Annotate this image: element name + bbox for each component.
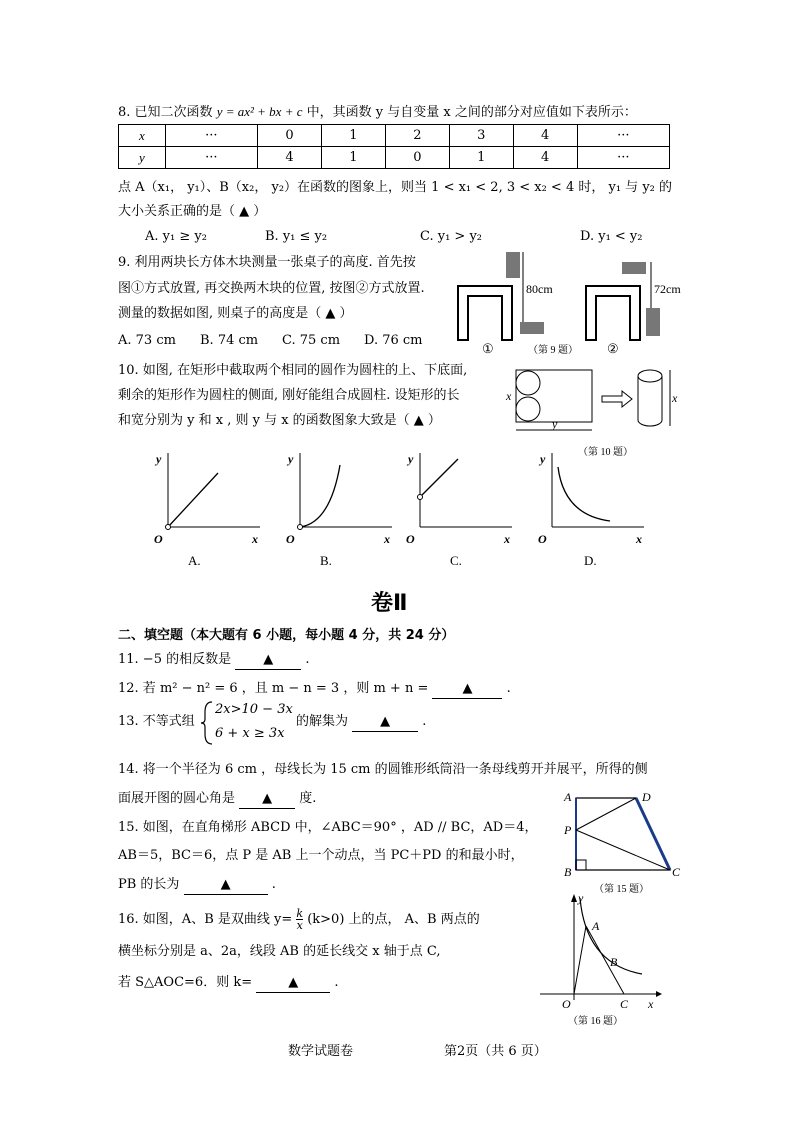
graph-d-label: D.: [584, 553, 597, 568]
q8-option-d: D. y₁ < y₂: [580, 229, 643, 244]
table-cell: 4: [513, 125, 577, 147]
q15-label-c: C: [672, 865, 681, 879]
q10-circle-top: [516, 371, 540, 395]
graph-d-x: x: [636, 532, 642, 546]
q10-line2: 剩余的矩形作为圆柱的侧面, 刚好能组合成圆柱. 设矩形的长: [118, 388, 460, 403]
table-cell: 2: [385, 125, 449, 147]
q15-label-a: A: [564, 790, 572, 804]
q10-line3: 和宽分别为 y 和 x , 则 y 与 x 的函数图象大致是（ ▲ ）: [118, 413, 441, 428]
q10-fig-x: x: [506, 389, 512, 403]
q14-line2: [118, 790, 316, 809]
q10-cylinder-top: [638, 370, 662, 382]
table-cell: ···: [165, 125, 257, 147]
q15-figure: [558, 788, 698, 898]
q13-brace: [200, 700, 214, 746]
graph-a-label: A.: [188, 553, 201, 568]
q8-value-table: [118, 124, 670, 169]
q15-segment-pc: [576, 830, 670, 870]
footer-left: 数学试题卷: [288, 1044, 354, 1059]
q15-line3b: .: [271, 877, 276, 892]
q9-block-top-2: [622, 262, 646, 274]
q16-line2: 横坐标分别是 a、2a，线段 AB 的延长线交 x 轴于点 C,: [118, 944, 441, 959]
q8-option-a: A. y₁ ≥ y₂: [145, 229, 207, 244]
graph-c: [406, 452, 512, 568]
table-row: [119, 125, 670, 147]
q12-answer-blank[interactable]: ▲: [432, 680, 502, 699]
q16-figure: [538, 890, 678, 1030]
table-cell: 1: [321, 125, 385, 147]
q16-label-y: y: [578, 891, 584, 905]
q9-table-2: [586, 286, 640, 340]
q15-caption: （第 15 题）: [594, 884, 649, 895]
q11: [118, 651, 310, 670]
q16-line1b: (k>0) 上的点， A、B 两点的: [307, 912, 480, 927]
q12: [118, 680, 511, 699]
graph-b-curve: [300, 465, 340, 527]
q16-line1a: 16. 如图，A、B 是双曲线 y=: [118, 912, 293, 927]
table-cell: x: [119, 125, 166, 147]
q13-text-b: 的解集为: [296, 714, 349, 729]
q15-right-angle: [576, 860, 586, 870]
q8-option-b: B. y₁ ≤ y₂: [265, 229, 328, 244]
q9-option-d: D. 76 cm: [364, 333, 423, 348]
graph-c-label: C.: [450, 553, 462, 568]
q16-y-arrow: [571, 894, 577, 902]
q13-tail: [296, 713, 426, 732]
q16-segment-oa: [574, 926, 586, 994]
q8-line2: 点 A（x₁， y₁）、B（x₂， y₂）在函数的图象上，则当 1 < x₁ < 2, 3 < x₂ < 4 时， y₁ 与 y₂ 的: [118, 180, 673, 195]
q12-text-b: .: [506, 681, 511, 696]
part2-title: 卷Ⅱ: [371, 591, 408, 616]
q13-text-c: .: [422, 714, 427, 729]
graph-c-open-dot: [418, 495, 423, 500]
q14-line2b: 度.: [299, 791, 317, 806]
q16-line3b: .: [334, 975, 339, 990]
q16-caption: （第 16 题）: [568, 1016, 623, 1027]
graph-b-y: y: [288, 452, 294, 466]
q9-line2: 图①方式放置, 再交换两木块的位置, 按图②方式放置.: [118, 281, 425, 296]
table-row: [119, 147, 670, 169]
graph-c-y: y: [408, 452, 414, 466]
q16-frac-num: k: [296, 907, 304, 920]
q15-label-b: B: [564, 865, 572, 879]
q9-option-b: B. 74 cm: [200, 333, 259, 348]
section2-heading: 二、填空题（本大题有 6 小题，每小题 4 分，共 24 分）: [118, 628, 455, 643]
q11-answer-blank[interactable]: ▲: [235, 651, 301, 670]
q16-x-arrow: [656, 991, 662, 997]
q13-ineq2: 6 + x ≥ 3x: [215, 726, 285, 741]
q14-line1: 14. 将一个半径为 6 cm ，母线长为 15 cm 的圆锥形纸筒沿一条母线剪开并展平，所得的侧: [118, 762, 648, 777]
q8-formula: y = ax² + bx + c: [216, 104, 303, 119]
q10-cylinder-bottom: [638, 420, 662, 426]
q15-line3: [118, 876, 276, 895]
table-cell: 1: [321, 147, 385, 169]
q8-line3: 大小关系正确的是（ ▲ ）: [118, 204, 267, 219]
q15-line1: 15. 如图，在直角梯形 ABCD 中，∠ABC＝90° ，AD // BC，AD＝4，: [118, 820, 538, 835]
graph-d: [538, 452, 644, 568]
q15-label-p: P: [564, 823, 572, 837]
q8-number: 8.: [118, 105, 131, 120]
q8-text-b: 中，其函数 y 与自变量 x 之间的部分对应值如下表所示：: [306, 105, 637, 120]
graph-a-o: O: [154, 532, 163, 546]
graph-a-x: x: [252, 532, 258, 546]
table-cell: ···: [577, 125, 669, 147]
q8-text-a: 已知二次函数: [134, 105, 213, 120]
graph-b: [286, 452, 392, 568]
q13-label: 13. 不等式组: [118, 714, 195, 729]
q8-line1: [118, 103, 637, 122]
graph-b-o: O: [286, 532, 295, 546]
q9-line3: 测量的数据如图, 则桌子的高度是（ ▲ ）: [118, 306, 353, 321]
q9-option-c: C. 75 cm: [282, 333, 341, 348]
q16-label-o: O: [562, 997, 571, 1011]
table-cell: ···: [165, 147, 257, 169]
q15-line2: AB＝5，BC＝6，点 P 是 AB 上一个动点，当 PC＋PD 的和最小时，: [118, 848, 524, 863]
q9-label-80: 80cm: [526, 282, 553, 296]
footer-right: 第2页（共 6 页）: [444, 1044, 547, 1059]
q16-label-a: A: [592, 919, 600, 933]
q10-rectangle: [516, 370, 592, 422]
q8-option-c: C. y₁ > y₂: [420, 229, 483, 244]
q16-label-c: C: [620, 997, 629, 1011]
q9-label-72: 72cm: [654, 282, 681, 296]
q9-figure: [450, 250, 690, 360]
q11-text-a: 11. −5 的相反数是: [118, 652, 232, 667]
q14-line2a: 面展开图的圆心角是: [118, 791, 236, 806]
q9-line1: 9. 利用两块长方体木块测量一张桌子的高度. 首先按: [118, 255, 416, 270]
q16-label-x: x: [648, 997, 654, 1011]
q10-fig-y: y: [552, 417, 558, 431]
graph-a: [154, 452, 260, 568]
q10-fig-x2: x: [672, 391, 678, 405]
q15-label-d: D: [642, 790, 651, 804]
table-cell: 3: [449, 125, 513, 147]
graph-c-curve: [420, 459, 458, 497]
q9-block-top-1: [506, 252, 520, 278]
q10-line1: 10. 如图, 在矩形中截取两个相同的圆作为圆柱的上、下底面,: [118, 363, 468, 378]
q9-block-bottom-2: [646, 308, 660, 336]
q16-frac-den: x: [296, 919, 303, 932]
table-cell: 0: [258, 125, 322, 147]
q16-line3a: 若 S△AOC=6．则 k=: [118, 975, 253, 990]
q13-answer-blank[interactable]: ▲: [352, 713, 418, 732]
q15-trapezoid: [576, 798, 670, 870]
q10-graphs: [140, 445, 660, 575]
q14-answer-blank[interactable]: ▲: [239, 790, 295, 809]
q9-mark-1: ①: [482, 341, 494, 356]
table-cell: 0: [385, 147, 449, 169]
q12-text-a: 12. 若 m² − n² = 6 ，且 m − n = 3 ，则 m + n =: [118, 681, 429, 696]
graph-c-o: O: [406, 532, 415, 546]
table-cell: 4: [258, 147, 322, 169]
q16-line1: [118, 908, 480, 931]
graph-a-open-dot: [166, 525, 171, 530]
q10-arrow: [602, 391, 632, 407]
q15-line3a: PB 的长为: [118, 877, 180, 892]
graph-a-curve: [168, 473, 218, 527]
table-cell: 4: [513, 147, 577, 169]
q10-circle-bottom: [516, 397, 540, 421]
q10-caption: （第 10 题）: [578, 447, 633, 458]
q15-segment-pd: [576, 798, 636, 830]
graph-d-y: y: [540, 452, 546, 466]
graph-d-o: O: [538, 532, 547, 546]
graph-d-curve: [558, 467, 610, 521]
q11-text-b: .: [305, 652, 310, 667]
graph-b-label: B.: [320, 553, 332, 568]
q9-option-a: A. 73 cm: [118, 333, 176, 348]
q9-table-1: [458, 286, 512, 340]
q16-fraction: [296, 908, 303, 931]
table-cell: y: [119, 147, 166, 169]
q9-mark-2: ②: [607, 341, 619, 356]
q15-side-dc: [636, 798, 670, 870]
brace-icon: [201, 702, 212, 744]
q13-ineq1: 2x>10 − 3x: [215, 702, 293, 717]
q16-line3: [118, 974, 339, 993]
graph-b-x: x: [384, 532, 390, 546]
graph-c-x: x: [504, 532, 510, 546]
q9-block-bottom-1: [520, 322, 544, 334]
table-cell: ···: [577, 147, 669, 169]
q16-answer-blank[interactable]: ▲: [256, 974, 330, 993]
q9-caption: （第 9 题）: [528, 345, 578, 356]
q16-line-abc: [586, 926, 624, 994]
graph-b-open-dot: [298, 525, 303, 530]
table-cell: 1: [449, 147, 513, 169]
graph-a-y: y: [156, 452, 162, 466]
q16-label-b: B: [610, 955, 618, 969]
q15-answer-blank[interactable]: ▲: [184, 876, 268, 895]
